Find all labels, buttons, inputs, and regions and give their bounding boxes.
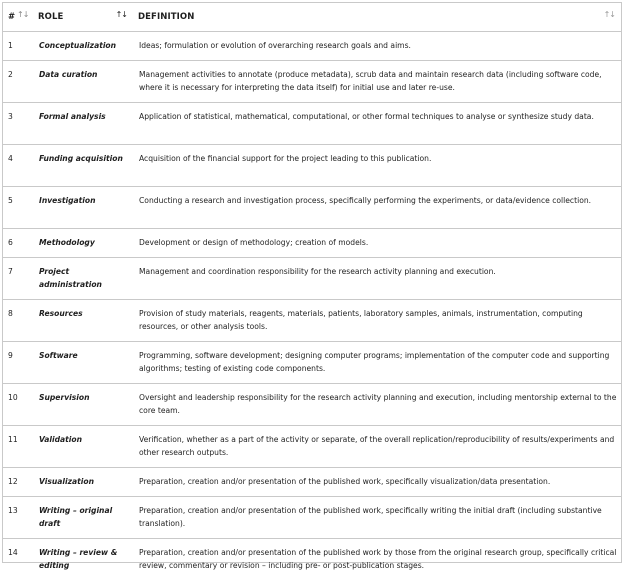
role-definition: Oversight and leadership responsibility for the research activity planning and execution, including mentorship external to the core team. xyxy=(133,384,621,426)
contributor-roles-table-container xyxy=(2,2,622,563)
role-definition: Management activities to annotate (produce metadata), scrub data and maintain research data (including software code, where it is necessary for interpreting the data itself) for initial use and later re-use. xyxy=(133,61,621,103)
role-definition: Application of statistical, mathematical, computational, or other formal techniques to analyse or synthesize study data. xyxy=(133,103,621,145)
column-header-role[interactable] xyxy=(33,3,133,32)
role-name: Project administration xyxy=(33,258,133,300)
role-definition: Provision of study materials, reagents, materials, patients, laboratory samples, animals, instrumentation, computing resources, or other analysis tools. xyxy=(133,300,621,342)
table-row xyxy=(3,61,621,103)
role-name: Investigation xyxy=(33,187,133,229)
role-name: Software xyxy=(33,342,133,384)
row-number: 10 xyxy=(3,384,33,426)
role-definition: Programming, software development; designing computer programs; implementation of the computer code and supporting algorithms; testing of existing code components. xyxy=(133,342,621,384)
table-row xyxy=(3,229,621,258)
role-definition: Verification, whether as a part of the activity or separate, of the overall replication/reproducibility of results/experiments and other research outputs. xyxy=(133,426,621,468)
contributor-roles-table xyxy=(3,3,621,580)
role-name: Data curation xyxy=(33,61,133,103)
table-row xyxy=(3,497,621,539)
row-number: 12 xyxy=(3,468,33,497)
role-name: Visualization xyxy=(33,468,133,497)
row-number: 9 xyxy=(3,342,33,384)
column-header-definition[interactable] xyxy=(133,3,621,32)
role-definition: Preparation, creation and/or presentation of the published work, specifically writing the initial draft (including substantive translation). xyxy=(133,497,621,539)
role-definition: Management and coordination responsibility for the research activity planning and execution. xyxy=(133,258,621,300)
row-number: 1 xyxy=(3,32,33,61)
row-number: 2 xyxy=(3,61,33,103)
column-header-role-label: ROLE xyxy=(38,12,63,22)
role-name: Methodology xyxy=(33,229,133,258)
table-row xyxy=(3,539,621,580)
row-number: 3 xyxy=(3,103,33,145)
row-number: 14 xyxy=(3,539,33,580)
table-row xyxy=(3,384,621,426)
row-number: 8 xyxy=(3,300,33,342)
row-number: 13 xyxy=(3,497,33,539)
table-row xyxy=(3,32,621,61)
header-row xyxy=(3,3,621,32)
row-number: 11 xyxy=(3,426,33,468)
table-row xyxy=(3,426,621,468)
table-body xyxy=(3,32,621,580)
role-name: Conceptualization xyxy=(33,32,133,61)
role-definition: Conducting a research and investigation process, specifically performing the experiments, or data/evidence collection. xyxy=(133,187,621,229)
column-header-number[interactable] xyxy=(3,3,33,32)
row-number: 6 xyxy=(3,229,33,258)
row-number: 4 xyxy=(3,145,33,187)
sort-number-icon[interactable]: ↑↓ xyxy=(17,10,28,19)
table-row xyxy=(3,258,621,300)
row-number: 5 xyxy=(3,187,33,229)
column-header-definition-label: DEFINITION xyxy=(138,12,194,22)
table-row xyxy=(3,187,621,229)
row-number: 7 xyxy=(3,258,33,300)
role-name: Supervision xyxy=(33,384,133,426)
table-row xyxy=(3,468,621,497)
table-row xyxy=(3,342,621,384)
table-row xyxy=(3,300,621,342)
role-definition: Acquisition of the financial support for the project leading to this publication. xyxy=(133,145,621,187)
role-definition: Ideas; formulation or evolution of overarching research goals and aims. xyxy=(133,32,621,61)
role-name: Resources xyxy=(33,300,133,342)
sort-role-icon[interactable]: ↑↓ xyxy=(116,10,127,19)
role-definition: Preparation, creation and/or presentation of the published work, specifically visualization/data presentation. xyxy=(133,468,621,497)
role-definition: Preparation, creation and/or presentation of the published work by those from the original research group, specifically critical review, commentary or revision – including pre- or post-publication stages. xyxy=(133,539,621,580)
sort-definition-icon[interactable]: ↑↓ xyxy=(604,10,615,19)
column-header-number-label: # xyxy=(8,12,15,22)
table-row xyxy=(3,103,621,145)
role-name: Validation xyxy=(33,426,133,468)
role-name: Writing – original draft xyxy=(33,497,133,539)
table-header xyxy=(3,3,621,32)
table-row xyxy=(3,145,621,187)
role-name: Writing – review & editing xyxy=(33,539,133,580)
role-name: Funding acquisition xyxy=(33,145,133,187)
role-definition: Development or design of methodology; creation of models. xyxy=(133,229,621,258)
role-name: Formal analysis xyxy=(33,103,133,145)
